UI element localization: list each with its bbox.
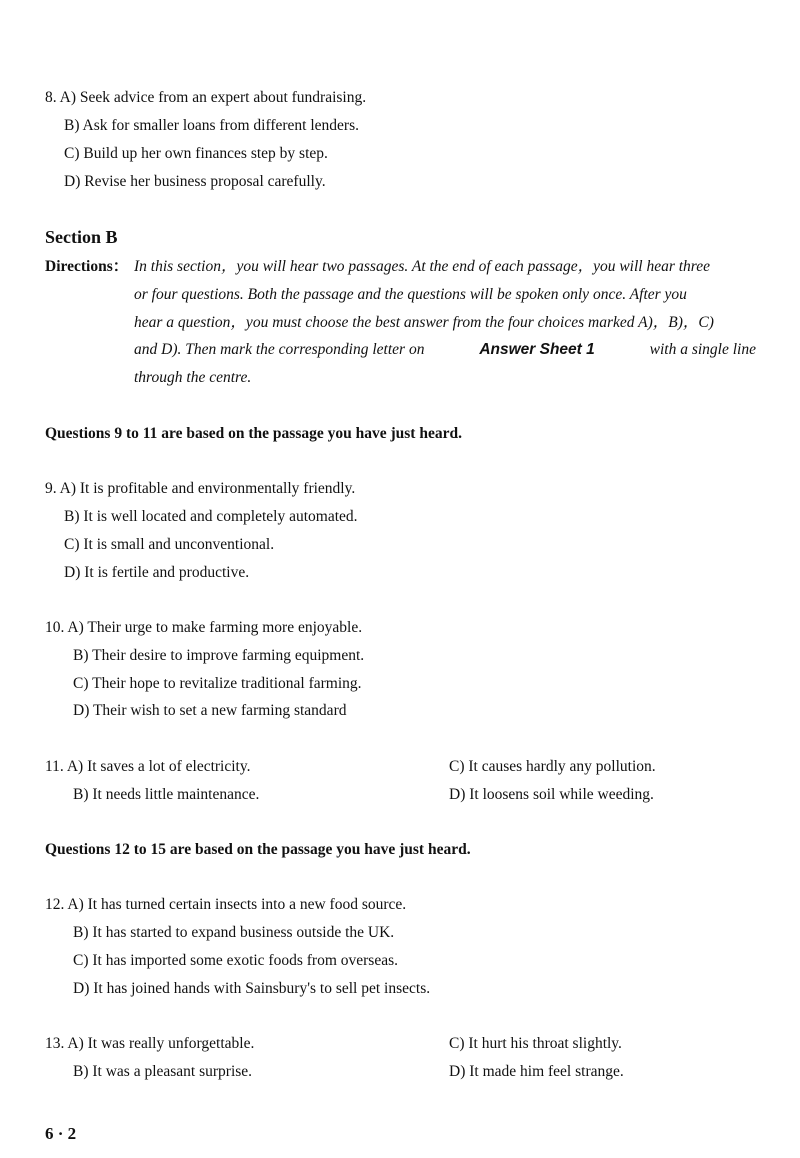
directions-text: In this section，you will hear two passages. At the end of each passage，you will hear three xyxy=(134,258,711,275)
option-c: C) Their hope to revitalize traditional farming. xyxy=(73,675,362,692)
option-c: C) It hurt his throat slightly. xyxy=(449,1035,622,1052)
option-a: A) It was really unforgettable. xyxy=(67,1035,255,1052)
question-number: 9. xyxy=(45,480,57,497)
option-d: D) It loosens soil while weeding. xyxy=(449,786,654,803)
option-c: C) Build up her own finances step by step. xyxy=(64,145,328,162)
option-d: D) Revise her business proposal carefully. xyxy=(64,173,326,190)
option-a: A) Seek advice from an expert about fundraising. xyxy=(59,89,367,106)
option-a: A) It has turned certain insects into a new food source. xyxy=(67,896,407,913)
option-b: B) It was a pleasant surprise. xyxy=(73,1063,253,1080)
option-d: D) It made him feel strange. xyxy=(449,1063,624,1080)
option-b: B) It is well located and completely automated. xyxy=(64,508,358,525)
option-a: A) Their urge to make farming more enjoyable. xyxy=(67,619,363,636)
question-number: 11. xyxy=(45,758,64,775)
directions-label: Directions： xyxy=(45,258,129,275)
directions-line-4 xyxy=(134,340,756,360)
option-b: B) Ask for smaller loans from different lenders. xyxy=(64,117,359,134)
directions-line-3: hear a question，you must choose the best answer from the four choices marked A)，B)，C) xyxy=(134,314,714,331)
question-group-heading: Questions 12 to 15 are based on the passage you have just heard. xyxy=(45,841,471,858)
directions-text: and D). Then mark the corresponding letter on xyxy=(134,341,425,358)
question-13 xyxy=(45,1034,254,1054)
option-d: D) It is fertile and productive. xyxy=(64,564,250,581)
option-c: C) It is small and unconventional. xyxy=(64,536,275,553)
option-a: A) It saves a lot of electricity. xyxy=(66,758,251,775)
option-c: C) It causes hardly any pollution. xyxy=(449,758,656,775)
directions-line-6: through the centre. xyxy=(134,369,252,386)
question-number: 13. xyxy=(45,1035,65,1052)
directions-text: with a single line xyxy=(649,341,756,358)
option-d: D) Their wish to set a new farming standard xyxy=(73,702,347,719)
question-number: 8. xyxy=(45,89,57,106)
directions-line-2: or four questions. Both the passage and the questions will be spoken only once. After you xyxy=(134,286,687,303)
option-b: B) Their desire to improve farming equipment. xyxy=(73,647,365,664)
question-group-heading: Questions 9 to 11 are based on the passage you have just heard. xyxy=(45,425,462,442)
option-d: D) It has joined hands with Sainsbury's to sell pet insects. xyxy=(73,980,431,997)
section-title: Section B xyxy=(45,227,118,247)
question-12 xyxy=(45,895,406,915)
option-c: C) It has imported some exotic foods from overseas. xyxy=(73,952,398,969)
question-10 xyxy=(45,618,362,638)
option-a: A) It is profitable and environmentally friendly. xyxy=(59,480,356,497)
option-b: B) It has started to expand business outside the UK. xyxy=(73,924,395,941)
page-number: 6 · 2 xyxy=(45,1124,77,1143)
question-8 xyxy=(45,88,366,108)
question-number: 10. xyxy=(45,619,65,636)
answer-sheet-ref: Answer Sheet 1 xyxy=(479,341,595,358)
question-9 xyxy=(45,479,355,499)
option-b: B) It needs little maintenance. xyxy=(73,786,260,803)
question-11 xyxy=(45,757,250,777)
directions-line-1 xyxy=(134,257,756,277)
question-number: 12. xyxy=(45,896,65,913)
